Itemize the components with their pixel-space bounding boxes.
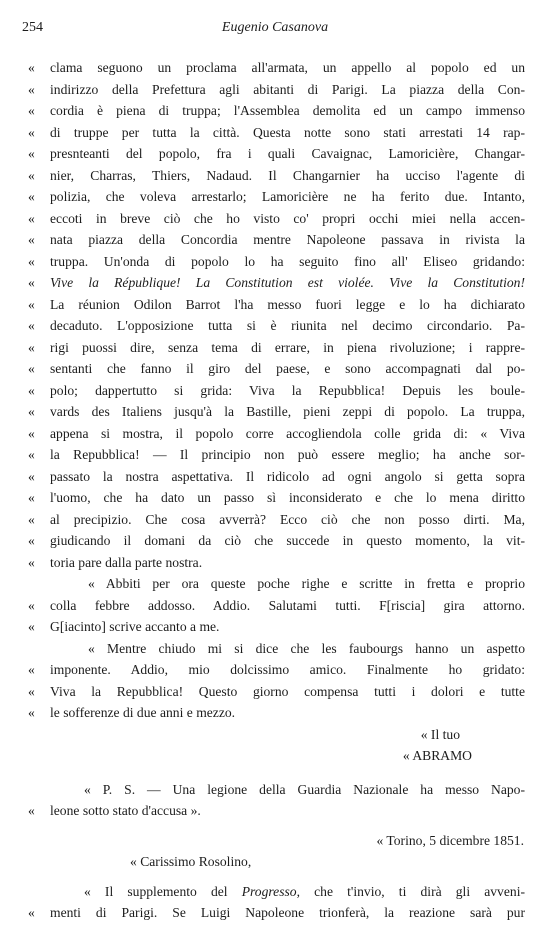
quote-mark: « [28,81,35,97]
text-line [0,297,550,319]
quote-mark: « [28,597,35,613]
text-line [0,619,550,641]
letter-body [0,60,550,727]
text-line [0,684,550,706]
text-line [0,641,550,663]
line-text: le sofferenze di due anni e mezzo. [50,705,236,720]
line-text: Viva la Repubblica! Questo giorno compensa tutti i dolori e tutte [50,683,525,699]
line-text: colla febbre addosso. Addio. Salutami tutti. F[riscia] gira attorno. [50,597,525,613]
quote-mark: « [28,662,35,677]
line-text: polo; dappertutto si grida: Viva la Repubblica! Depuis les boule- [50,382,525,398]
page-number: 254 [22,20,43,35]
text-line [0,383,550,405]
text-line [0,82,550,104]
line-text: toria pare dalla parte nostra. [50,554,203,570]
line-text: nier, Charras, Thiers, Nadaud. Il Changarnier ha ucciso l'agente di [50,167,525,183]
text-line [0,125,550,147]
text-line [0,340,550,362]
line-text: la Repubblica! — Il principio non può essere meglio; ha anche sor- [50,447,525,462]
quote-mark: « [28,296,35,312]
quote-mark: « [28,361,35,376]
closing-signature: « ABRAMO [402,748,472,763]
postscript-line-1: « P. S. — Una legione della Guardia Nazionale ha messo Napo- [84,781,525,797]
quote-mark: « [28,167,35,183]
line-text: nata piazza della Concordia mentre Napoleone passava in rivista la [50,232,525,247]
line-text: imponente. Addio, mio dolcissimo amico. Finalmente ho gridato: [50,662,525,677]
line-text: al precipizio. Che cosa avverrà? Ecco ciò che non posso dirti. Ma, [50,511,525,527]
quote-mark: « [28,382,35,398]
page-header [0,20,550,40]
text-line [0,426,550,448]
dateline: « Torino, 5 dicembre 1851. [376,832,524,848]
text-line [0,490,550,512]
next-letter-line-2: « menti di Parigi. Se Luigi Napoleone trionferà, la reazione sarà pur [28,905,525,920]
line-text: di truppe per tutta la città. Questa notte sono stati arrestati 14 rap- [50,124,525,140]
quote-mark: « [28,210,35,226]
line-text: eccoti in breve ciò che ho visto co' propri occhi miei nella accen- [50,210,525,226]
line-text: clama seguono un proclama all'armata, un appello al popolo ed un [50,60,525,75]
running-title: Eugenio Casanova [221,20,329,35]
text-line [0,211,550,233]
line-text: truppa. Un'onda di popolo lo ha seguito fino all' Eliseo gridando: [50,253,525,269]
quote-mark: « [28,232,35,247]
quote-mark: « [28,554,35,570]
quote-mark: « [28,146,35,161]
quote-mark: « [28,533,35,548]
text-line [0,60,550,82]
closing-line-1: « Il tuo [420,726,460,742]
text-line [0,512,550,534]
line-text: appena si mostra, il popolo corre accogliendola colle grida di: « Viva [50,425,525,441]
quote-mark: « [28,189,35,204]
quote-mark: « [28,468,35,484]
text-line [0,146,550,168]
line-text: passato la nostra aspettativa. Il ridicolo ad ogni angolo si getta sopra [50,468,525,484]
salutation: « Carissimo Rosolino, [130,854,252,869]
quote-mark: « [28,275,35,290]
text-line [0,469,550,491]
quote-mark: « [28,425,35,441]
text-line [0,555,550,577]
quote-mark: « [28,253,35,269]
line-text: G[iacinto] scrive accanto a me. [50,619,220,634]
line-text: sentanti che fanno il giro del paese, e sono accompagnati dal po- [50,361,525,376]
line-text: « Mentre chiudo mi si dice che les faubourgs hanno un aspetto [88,640,525,656]
text-line [0,232,550,254]
text-line [0,598,550,620]
line-text: La réunion Odilon Barrot l'ha messo fuori legge e lo ha dichiarato [50,296,525,312]
quote-mark: « [28,124,35,140]
text-line [0,705,550,727]
line-text: « Abbiti per ora queste poche righe e scritte in fretta e proprio [88,576,525,591]
quote-mark: « [28,490,35,505]
postscript-line-2: « leone sotto stato d'accusa ». [28,803,201,818]
line-text: polizia, che voleva arrestarlo; Lamoricière ne ha ferito due. Intanto, [50,189,525,204]
text-line [0,318,550,340]
text-line [0,168,550,190]
quote-mark: « [28,60,35,75]
quote-mark: « [28,511,35,527]
quote-mark: « [28,404,35,419]
line-text: presnteanti del popolo, fra i quali Cavaignac, Lamoricière, Changar- [50,146,525,161]
text-line [0,533,550,555]
body-text [0,60,550,927]
quote-mark: « [28,705,35,720]
text-line [0,404,550,426]
next-letter-line-1: « Il supplemento del Progresso, che t'invio, ti dirà gli avveni- [84,883,525,899]
line-text: rigi puossi dire, senza tema di errare, in piena rivoluzione; i rappre- [50,339,525,355]
text-line [0,447,550,469]
text-line [0,254,550,276]
text-line [0,361,550,383]
line-text: decaduto. L'opposizione tutta si è riunita nel decimo circondario. Pa- [50,318,525,333]
text-line [0,103,550,125]
text-line [0,576,550,598]
quote-mark: « [28,339,35,355]
line-text: Vive la République! La Constitution est violée. Vive la Constitution! [50,275,525,290]
quote-mark: « [28,683,35,699]
quote-mark: « [28,447,35,462]
text-line [0,189,550,211]
text-line [0,662,550,684]
line-text: giudicando il domani da ciò che succede in questo momento, la vit- [50,533,525,548]
line-text: cordia è piena di truppa; l'Assemblea demolita ed un campo immenso [50,103,525,118]
line-text: l'uomo, che ha dato un passo sì inconsiderato e che lo mena diritto [50,490,525,505]
text-line [0,275,550,297]
quote-mark: « [28,318,35,333]
quote-mark: « [28,103,35,118]
quote-mark: « [28,619,35,634]
line-text: indirizzo della Prefettura agli abitanti di Parigi. La piazza della Con- [50,81,525,97]
line-text: vards des Italiens jusqu'à la Bastille, pieni zeppi di popolo. La truppa, [50,404,525,419]
